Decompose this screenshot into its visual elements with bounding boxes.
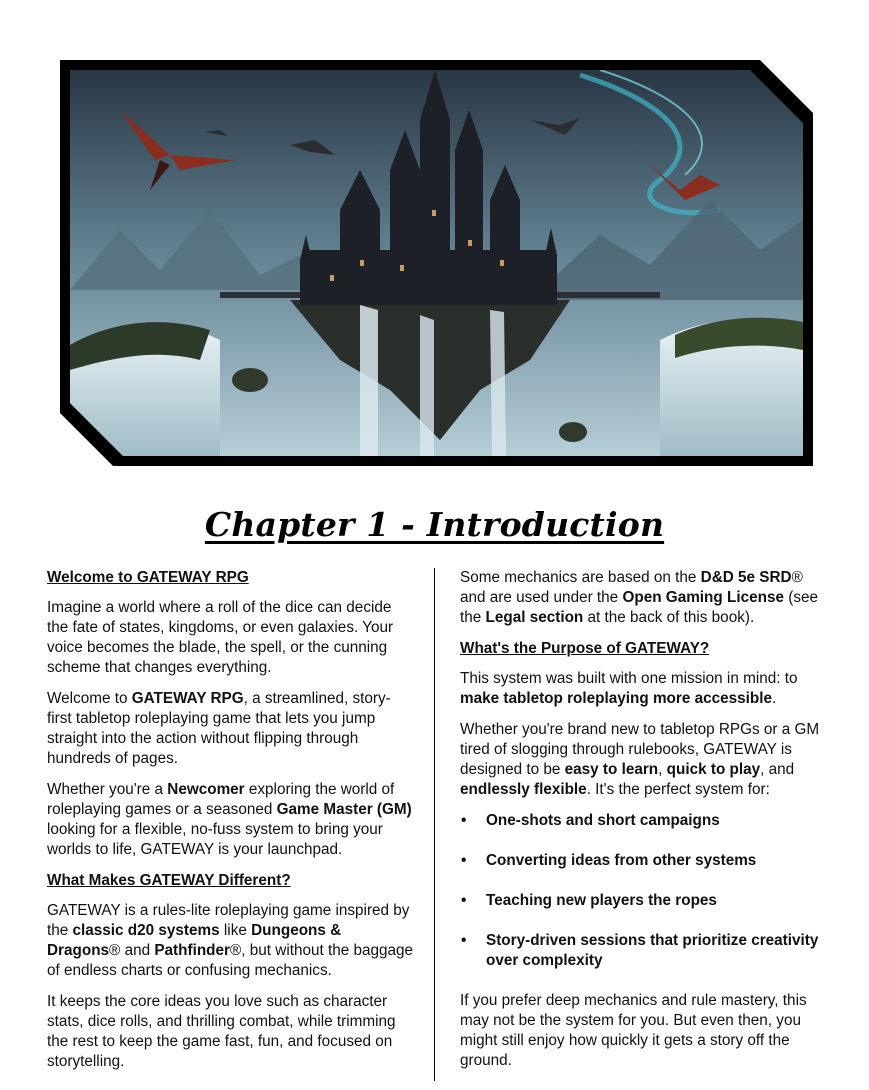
list-item: • Converting ideas from other systems bbox=[460, 851, 824, 871]
section-heading-purpose: What's the Purpose of GATEWAY? bbox=[460, 640, 710, 657]
section-heading-welcome: Welcome to GATEWAY RPG bbox=[47, 569, 249, 586]
list-item: • Story-driven sessions that prioritize creativity over complexity bbox=[460, 931, 824, 971]
paragraph-srd: Some mechanics are based on the D&D 5e SRD® and are used under the Open Gaming License (see the Legal section at the back of this book). bbox=[460, 569, 818, 626]
paragraph-rules-lite: GATEWAY is a rules-lite roleplaying game inspired by the classic d20 systems like Dungeons & Dragons® and Pathfinder®, but without the baggage of endless charts or confusing mechanics. bbox=[47, 902, 414, 979]
use-case-list bbox=[460, 811, 824, 971]
paragraph-imagine: Imagine a world where a roll of the dice can decide the fate of states, kingdoms, or even galaxies. Your voice becomes the blade, the spell, or the cunning scheme that changes everything. bbox=[47, 599, 394, 676]
right-column bbox=[460, 568, 824, 1082]
section-heading-different: What Makes GATEWAY Different? bbox=[47, 872, 291, 889]
column-divider bbox=[434, 568, 435, 1081]
list-item: • One-shots and short campaigns bbox=[460, 811, 824, 831]
paragraph-newcomer: Whether you're a Newcomer exploring the world of roleplaying games or a seasoned Game Master (GM) looking for a flexible, no-fuss system to bring your worlds to life, GATEWAY is your launchpad. bbox=[47, 781, 412, 858]
paragraph-core-ideas: It keeps the core ideas you love such as character stats, dice rolls, and thrilling combat, while trimming the rest to keep the game fast, fun, and focused on storytelling. bbox=[47, 993, 396, 1070]
paragraph-deep-mechanics: If you prefer deep mechanics and rule mastery, this may not be the system for you. But even then, you might still enjoy how quickly it gets a story off the ground. bbox=[460, 992, 807, 1069]
paragraph-mission: This system was built with one mission in mind: to make tabletop roleplaying more accessible. bbox=[460, 670, 798, 707]
left-column bbox=[47, 568, 415, 1083]
chapter-banner-image bbox=[60, 60, 813, 466]
paragraph-designed: Whether you're brand new to tabletop RPGs or a GM tired of slogging through rulebooks, GATEWAY is designed to be easy to learn, quick to play, and endlessly flexible. It's the perfect system for: bbox=[460, 721, 820, 798]
chapter-title: Chapter 1 - Introduction bbox=[204, 505, 665, 544]
paragraph-welcome: Welcome to GATEWAY RPG, a streamlined, story-first tabletop roleplaying game that lets you jump straight into the action without flipping through hundreds of pages. bbox=[47, 690, 391, 767]
list-item: • Teaching new players the ropes bbox=[460, 891, 824, 911]
